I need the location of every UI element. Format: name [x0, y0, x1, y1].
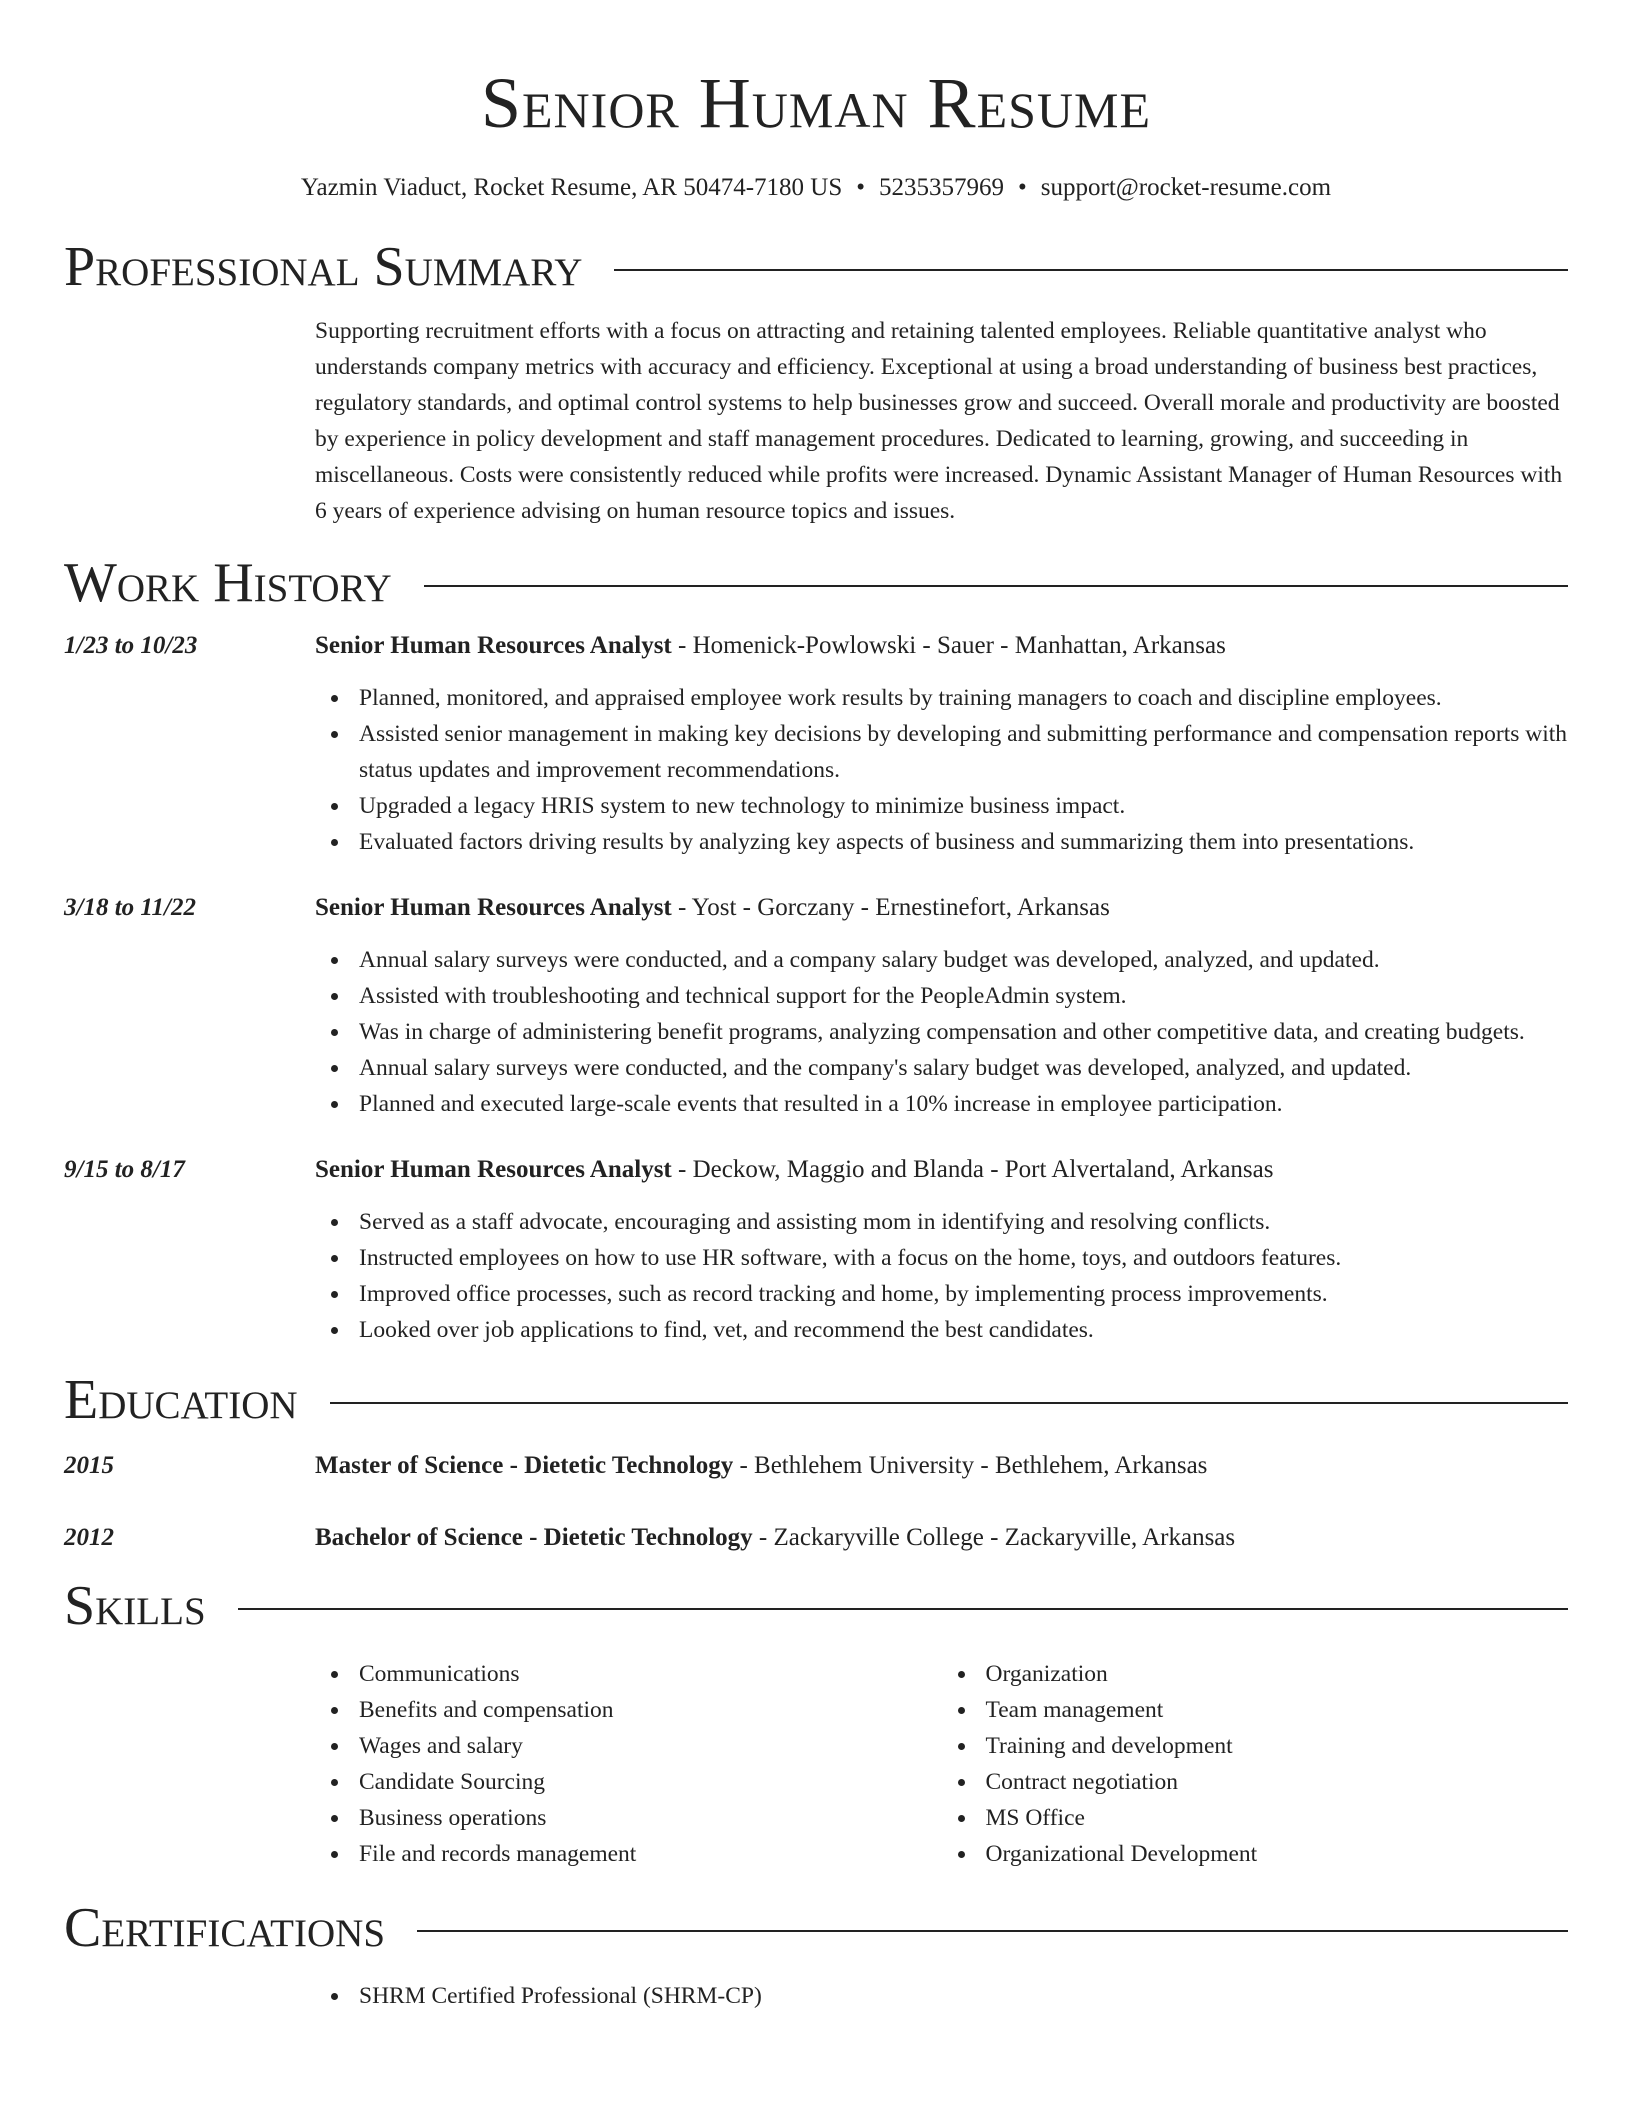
contact-separator: •	[856, 174, 865, 201]
section-divider	[614, 269, 1568, 271]
job-details: - Deckow, Maggio and Blanda - Port Alvertaland, Arkansas	[671, 1156, 1274, 1183]
skill-item: Communications	[359, 1656, 942, 1692]
skill-item: Training and development	[986, 1728, 1569, 1764]
education-line	[315, 1522, 1568, 1554]
education-section-heading	[64, 1368, 1568, 1432]
section-divider	[330, 1402, 1568, 1404]
job-body	[315, 1154, 1568, 1348]
job-bullets	[315, 680, 1568, 860]
job-title: Senior Human Resources Analyst	[315, 894, 672, 921]
job-dates: 1/23 to 10/23	[64, 632, 198, 659]
education-body	[315, 1522, 1568, 1554]
skill-item: Candidate Sourcing	[359, 1764, 942, 1800]
education-year: 2015	[64, 1452, 114, 1479]
education-entry	[64, 1450, 1568, 1482]
job-details: - Homenick-Powlowski - Sauer - Manhattan, Arkansas	[671, 632, 1226, 659]
job-title-line	[315, 892, 1568, 924]
job-bullet: Evaluated factors driving results by analyzing key aspects of business and summarizing them into presentations.	[359, 824, 1568, 860]
job-bullet: Upgraded a legacy HRIS system to new technology to minimize business impact.	[359, 788, 1568, 824]
skill-item: Business operations	[359, 1800, 942, 1836]
job-body	[315, 630, 1568, 860]
job-bullet: Planned and executed large-scale events that resulted in a 10% increase in employee participation.	[359, 1086, 1568, 1122]
certifications-bullets	[315, 1978, 1568, 2014]
contact-phone: 5235357969	[879, 174, 1004, 201]
education-entry	[64, 1522, 1568, 1554]
contact-address: Yazmin Viaduct, Rocket Resume, AR 50474-7180 US	[300, 174, 843, 201]
education-details: - Zackaryville College - Zackaryville, Arkansas	[752, 1524, 1236, 1551]
education-year: 2012	[64, 1524, 114, 1551]
job-bullet: Annual salary surveys were conducted, and a company salary budget was developed, analyzed, and updated.	[359, 942, 1568, 978]
section-divider	[238, 1608, 1568, 1610]
skill-item: Team management	[986, 1692, 1569, 1728]
certification-item: SHRM Certified Professional (SHRM-CP)	[359, 1978, 1568, 2014]
skill-item: File and records management	[359, 1836, 942, 1872]
skill-item: Benefits and compensation	[359, 1692, 942, 1728]
skill-item: Organization	[986, 1656, 1569, 1692]
job-bullet: Instructed employees on how to use HR software, with a focus on the home, toys, and outdoors features.	[359, 1240, 1568, 1276]
job-entry	[64, 630, 1568, 860]
skills-list	[315, 1656, 1568, 1872]
section-divider	[417, 1930, 1568, 1932]
resume-name: Senior Human Resume	[480, 63, 1152, 143]
contact-separator: •	[1018, 174, 1027, 201]
job-title-line	[315, 630, 1568, 662]
job-dates: 9/15 to 8/17	[64, 1156, 185, 1183]
summary-text: Supporting recruitment efforts with a focus on attracting and retaining talented employees. Reliable quantitative analyst who understands company metrics with accuracy and efficiency. Exceptional at using a broad understanding of business best practices, regulatory standards, and optimal control systems to help businesses grow and succeed. Overall morale and productivity are boosted by experience in policy development and staff management procedures. Dedicated to learning, growing, and succeeding in miscellaneous. Costs were consistently reduced while profits were increased. Dynamic Assistant Manager of Human Resources with 6 years of experience advising on human resource topics and issues.	[315, 318, 1563, 524]
summary-section-heading	[64, 235, 1568, 299]
job-title: Senior Human Resources Analyst	[315, 1156, 672, 1183]
skills-column-left	[315, 1656, 942, 1872]
skills-section-heading	[64, 1574, 1568, 1638]
job-bullet: Assisted with troubleshooting and technical support for the PeopleAdmin system.	[359, 978, 1568, 1014]
job-entry	[64, 1154, 1568, 1348]
contact-line	[64, 172, 1568, 204]
section-divider	[424, 585, 1568, 587]
certifications-heading: Certifications	[64, 1897, 386, 1959]
education-degree: Bachelor of Science - Dietetic Technology	[315, 1524, 753, 1551]
job-bullet: Was in charge of administering benefit programs, analyzing compensation and other competitive data, and creating budgets.	[359, 1014, 1568, 1050]
certifications-list	[315, 1978, 1568, 2014]
job-dates: 3/18 to 11/22	[64, 894, 196, 921]
education-heading: Education	[64, 1369, 298, 1431]
job-bullets	[315, 1204, 1568, 1348]
job-bullets	[315, 942, 1568, 1122]
job-bullet: Annual salary surveys were conducted, and the company's salary budget was developed, analyzed, and updated.	[359, 1050, 1568, 1086]
skills-column-right	[942, 1656, 1569, 1872]
skill-item: MS Office	[986, 1800, 1569, 1836]
job-details: - Yost - Gorczany - Ernestinefort, Arkansas	[671, 894, 1110, 921]
job-title: Senior Human Resources Analyst	[315, 632, 672, 659]
education-details: - Bethlehem University - Bethlehem, Arkansas	[733, 1452, 1208, 1479]
resume-page	[64, 0, 1568, 2014]
skills-heading: Skills	[64, 1575, 206, 1637]
job-body	[315, 892, 1568, 1122]
contact-email: support@rocket-resume.com	[1040, 174, 1332, 201]
job-bullet: Assisted senior management in making key decisions by developing and submitting performance and compensation reports with status updates and improvement recommendations.	[359, 716, 1568, 788]
skill-item: Contract negotiation	[986, 1764, 1569, 1800]
job-bullet: Improved office processes, such as record tracking and home, by implementing process improvements.	[359, 1276, 1568, 1312]
education-body	[315, 1450, 1568, 1482]
education-degree: Master of Science - Dietetic Technology	[315, 1452, 734, 1479]
skill-item: Wages and salary	[359, 1728, 942, 1764]
job-bullet: Planned, monitored, and appraised employee work results by training managers to coach and discipline employees.	[359, 680, 1568, 716]
job-title-line	[315, 1154, 1568, 1186]
work-heading: Work History	[64, 552, 392, 614]
job-bullet: Looked over job applications to find, vet, and recommend the best candidates.	[359, 1312, 1568, 1348]
job-entry	[64, 892, 1568, 1122]
work-section-heading	[64, 551, 1568, 615]
education-line	[315, 1450, 1568, 1482]
skill-item: Organizational Development	[986, 1836, 1569, 1872]
job-bullet: Served as a staff advocate, encouraging and assisting mom in identifying and resolving conflicts.	[359, 1204, 1568, 1240]
certifications-section-heading	[64, 1896, 1568, 1960]
summary-heading: Professional Summary	[64, 236, 583, 298]
